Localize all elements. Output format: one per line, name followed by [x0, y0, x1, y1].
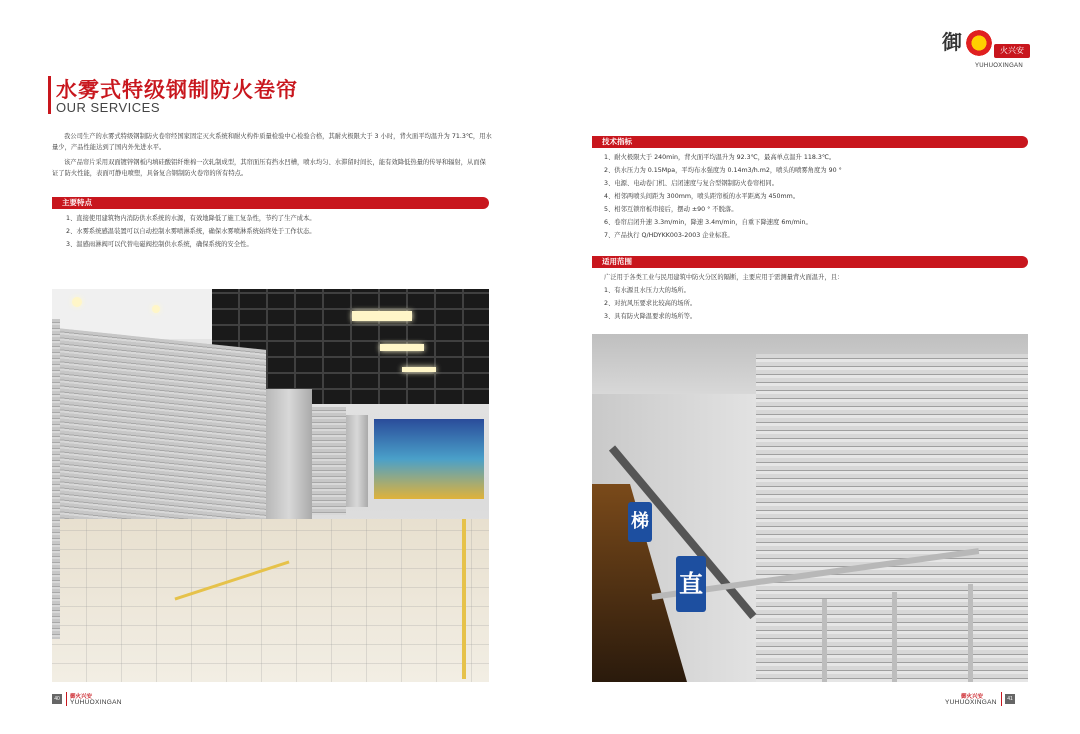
tech-heading-bar [592, 136, 1028, 148]
sign-char-2: 直 [676, 556, 706, 612]
list-item: 2、对抗风压要求比较高的场所。 [604, 300, 697, 307]
footer-brand: 御火兴安 [961, 694, 984, 700]
intro-paragraph-2: 该产品帘片采用双面镀锌钢板内填硅酸铝纤维棉一次轧制成型，其帘面压有挡水凹槽，喷水均匀、水滞留时间长，能有效降低热量的传导和辐射，从而保证了防火性能，表面可静电喷塑，具备复合钢制防火卷帘的所有特点。 [52, 159, 486, 177]
footer-brand: 御火兴安 [70, 694, 93, 700]
title-accent-bar [48, 76, 51, 114]
tech-list [604, 151, 842, 242]
tech-heading: 技术指标 [602, 137, 632, 146]
logo-name: 火兴安 [994, 44, 1030, 58]
page-title: 水雾式特级钢制防火卷帘 [56, 78, 298, 102]
logo-en: YUHUOXINGAN [975, 63, 1023, 69]
sign-char-1: 梯 [628, 502, 652, 542]
list-item: 6、卷帘启闭升速 3.3m/min，降速 3.4m/min，自重下降速度 6m/min。 [604, 219, 812, 226]
features-list [66, 212, 316, 251]
escalator-shutter-photo [592, 334, 1028, 682]
page-subtitle: OUR SERVICES [56, 100, 161, 115]
scope-list [604, 271, 843, 323]
scope-intro: 广泛用于各类工业与民用建筑中防火分区的隔断，主要应用于需测量背火面温升，且： [604, 274, 844, 281]
list-item: 4、相邻两喷头间距为 300mm，喷头距帘板的水平距离为 450mm。 [604, 193, 800, 200]
list-item: 3、具有防火降温要求的场所等。 [604, 313, 697, 320]
scope-heading-bar [592, 256, 1028, 268]
features-heading: 主要特点 [62, 198, 92, 207]
list-item: 3、电源、电动卷门机、启闭速度与复合型钢制防火卷帘相同。 [604, 180, 779, 187]
mall-shutter-photo [52, 289, 489, 682]
scope-heading: 适用范围 [602, 257, 632, 266]
list-item: 1、有水源且水压力大的场所。 [604, 287, 690, 294]
photo-shop-front [374, 419, 484, 499]
footer-brand-en: YUHUOXINGAN [945, 699, 997, 706]
footer-brand-en: YUHUOXINGAN [70, 699, 122, 706]
list-item: 1、耐火极限大于 240min，背火面平均温升为 92.3℃，最高单点温升 118.3℃。 [604, 154, 836, 161]
page-number: 41 [1005, 694, 1015, 704]
list-item: 3、温感雨淋阀可以代替电磁阀控制供水系统，确保系统的安全性。 [66, 241, 253, 248]
intro-paragraph-1: 我公司生产的水雾式特级钢制防火卷帘经国家固定灭火系统和耐火构件质量检验中心检验合格，其耐火极限大于 3 小时，背火面平均温升为 71.3℃，用水量少，产品性能达到了国内外先进水平。 [52, 133, 492, 151]
brand-logo [942, 26, 1032, 76]
page-number: 40 [52, 694, 62, 704]
list-item: 7、产品执行 Q/HDYKK003-2003 企业标准。 [604, 232, 734, 239]
list-item: 2、供水压力为 0.15Mpa，平均布水强度为 0.14m3/h.m2，喷头的喷雾角度为 90 ° [604, 167, 842, 174]
list-item: 1、直接使用建筑物内消防供水系统的水源，有效地降低了施工复杂性，节约了生产成本。 [66, 215, 316, 222]
list-item: 5、相邻互锁帘板串接后，摆动 ±90 ° 不脱落。 [604, 206, 738, 213]
list-item: 2、水雾系统感温装置可以自动控制水雾喷淋系统，确保水雾喷淋系统始终处于工作状态。 [66, 228, 316, 235]
sun-icon [964, 28, 994, 58]
features-heading-bar [52, 197, 489, 209]
logo-char: 御 [942, 30, 962, 54]
